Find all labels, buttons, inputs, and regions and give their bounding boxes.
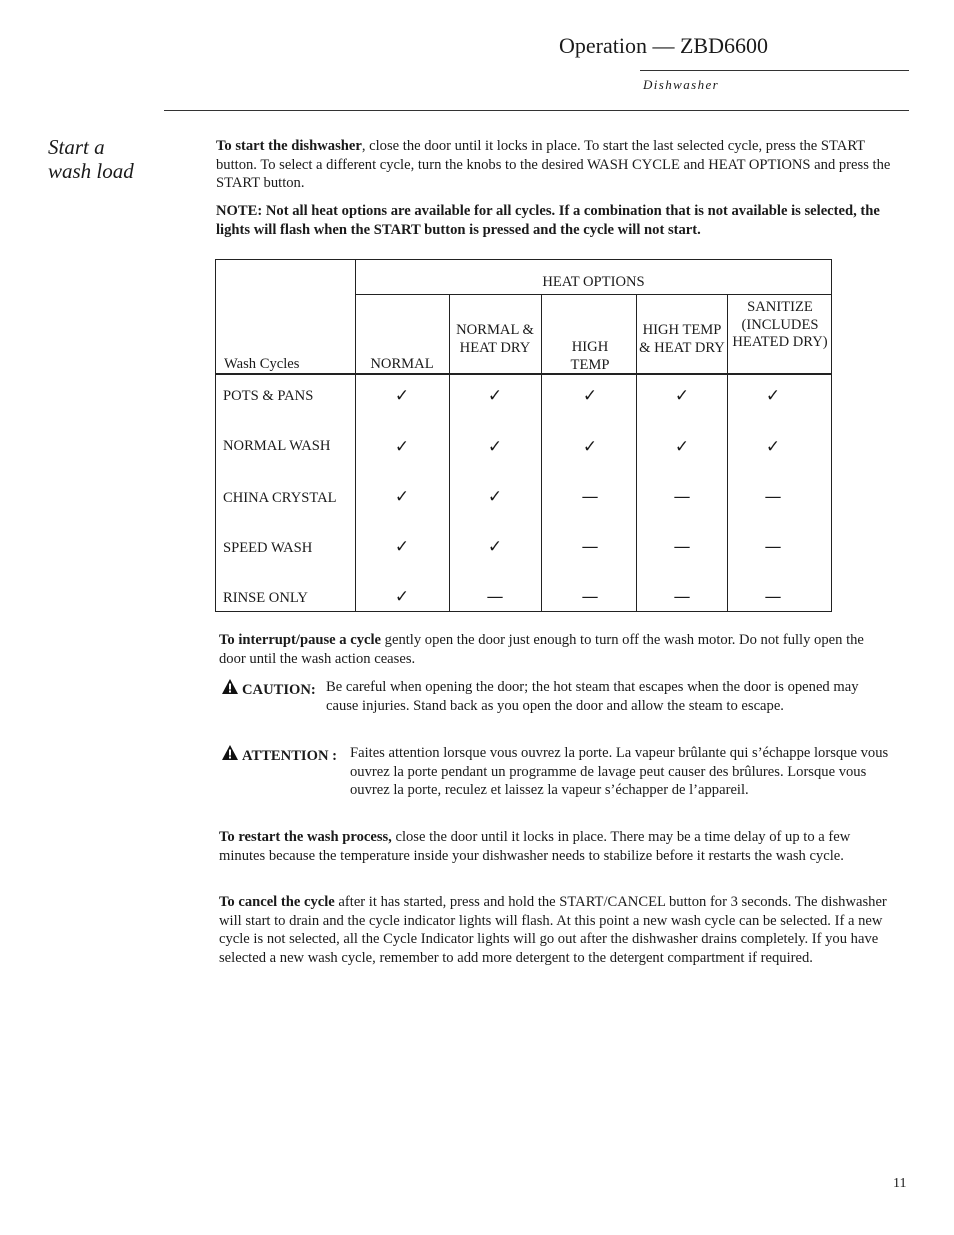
start-lead: To start the dishwasher bbox=[216, 138, 362, 154]
attention-notice bbox=[221, 744, 891, 822]
availability-mark: ✓ bbox=[582, 386, 598, 406]
start-text: , close the door until it locks in place. To start the last selected cycle, press the START button. To select a different cycle, turn the knobs to the desired WASH CYCLE and HEAT OPTIONS and press the START button. bbox=[216, 138, 891, 192]
interrupt-text: gently open the door just enough to turn off the wash motor. Do not fully open the door until the wash action ceases. bbox=[219, 632, 864, 667]
availability-mark: ✓ bbox=[674, 386, 690, 406]
restart-instructions bbox=[219, 828, 889, 865]
availability-mark: ✓ bbox=[394, 587, 410, 607]
availability-mark: — bbox=[486, 587, 504, 607]
row-label: NORMAL WASH bbox=[223, 438, 331, 454]
column-header: NORMAL & HEAT DRY bbox=[456, 322, 534, 356]
availability-mark: ✓ bbox=[394, 487, 410, 507]
heat-options-header: HEAT OPTIONS bbox=[542, 274, 645, 290]
attention-label-wrap bbox=[221, 744, 337, 766]
availability-mark: ✓ bbox=[487, 537, 503, 557]
availability-mark: ✓ bbox=[394, 537, 410, 557]
caution-label-wrap bbox=[221, 678, 316, 700]
wash-cycles-header: Wash Cycles bbox=[224, 356, 300, 372]
column-header: NORMAL bbox=[370, 356, 434, 372]
caution-notice bbox=[221, 678, 891, 738]
availability-mark: ✓ bbox=[674, 437, 690, 457]
caution-text: Be careful when opening the door; the hot steam that escapes when the door is opened may cause injuries. Stand back as you open the door and allow the steam to escape. bbox=[326, 679, 859, 714]
availability-mark: — bbox=[764, 587, 782, 607]
availability-mark: ✓ bbox=[487, 487, 503, 507]
heat-options-table bbox=[215, 259, 832, 612]
table-vline bbox=[449, 295, 450, 612]
availability-mark: ✓ bbox=[487, 386, 503, 406]
row-label: SPEED WASH bbox=[223, 540, 313, 556]
availability-mark: — bbox=[581, 537, 599, 557]
table-hline bbox=[355, 294, 832, 295]
table-header-rule bbox=[216, 373, 832, 375]
page-title: Operation — ZBD6600 bbox=[559, 33, 768, 58]
availability-mark: — bbox=[581, 587, 599, 607]
cancel-instructions bbox=[219, 893, 889, 968]
restart-text: close the door until it locks in place. There may be a time delay of up to a few minutes because the temperature inside your dishwasher needs to stabilize before it restarts the wash cycle. bbox=[219, 829, 851, 864]
table-vline bbox=[541, 295, 542, 612]
warning-triangle-icon bbox=[221, 744, 239, 761]
column-header: SANITIZE (INCLUDES HEATED DRY) bbox=[732, 299, 828, 350]
note-paragraph: NOTE: Not all heat options are available for all cycles. If a combination that is not available is selected, the lights will flash when the START button is pressed and the cycle will not start. bbox=[216, 203, 880, 238]
table-vline bbox=[636, 295, 637, 612]
section-heading-line2: wash load bbox=[48, 159, 134, 183]
row-label: RINSE ONLY bbox=[223, 590, 308, 606]
availability-mark: — bbox=[673, 587, 691, 607]
table-vline bbox=[355, 260, 356, 612]
row-label: CHINA CRYSTAL bbox=[223, 490, 337, 506]
interrupt-lead: To interrupt/pause a cycle bbox=[219, 632, 382, 648]
availability-mark: ✓ bbox=[487, 437, 503, 457]
start-instructions bbox=[216, 137, 892, 193]
availability-mark: ✓ bbox=[765, 437, 781, 457]
column-header: HIGH TEMP & HEAT DRY bbox=[639, 322, 725, 356]
row-label: POTS & PANS bbox=[223, 388, 314, 404]
availability-mark: ✓ bbox=[582, 437, 598, 457]
availability-mark: — bbox=[673, 487, 691, 507]
restart-lead: To restart the wash process, bbox=[219, 829, 392, 845]
caution-label: CAUTION: bbox=[242, 682, 316, 698]
section-heading bbox=[48, 135, 134, 183]
availability-mark: — bbox=[673, 537, 691, 557]
attention-text: Faites attention lorsque vous ouvrez la porte. La vapeur brûlante qui s’échappe lorsque vous ouvrez la porte pendant un programme de lavage peut causer des brûlures. Lorsque vous ouvrez la porte, reculez et laissez la vapeur s’échapper de l’appareil. bbox=[350, 745, 889, 799]
header-divider-long bbox=[164, 110, 909, 111]
availability-mark: ✓ bbox=[394, 437, 410, 457]
availability-mark: — bbox=[764, 487, 782, 507]
cancel-lead: To cancel the cycle bbox=[219, 894, 335, 910]
cancel-text: after it has started, press and hold the START/CANCEL button for 3 seconds. The dishwasher will start to drain and the cycle indicator lights will flash. At this point a new wash cycle can be selected. If a new cycle is not selected, all the Cycle Indicator lights will go out after the dishwasher drains completely. If you have selected a new wash cycle, remember to add more detergent to the detergent compartment if required. bbox=[219, 894, 887, 967]
attention-label: ATTENTION : bbox=[242, 748, 338, 764]
header-divider-short bbox=[640, 70, 909, 71]
column-header: HIGH TEMP bbox=[570, 339, 610, 373]
availability-mark: — bbox=[581, 487, 599, 507]
availability-mark: ✓ bbox=[394, 386, 410, 406]
section-heading-line1: Start a bbox=[48, 135, 105, 159]
availability-mark: ✓ bbox=[765, 386, 781, 406]
availability-mark: — bbox=[764, 537, 782, 557]
page-number: 11 bbox=[893, 1176, 907, 1191]
warning-triangle-icon bbox=[221, 678, 239, 695]
interrupt-instructions bbox=[219, 631, 889, 668]
page-subtitle: Dishwasher bbox=[643, 77, 720, 92]
